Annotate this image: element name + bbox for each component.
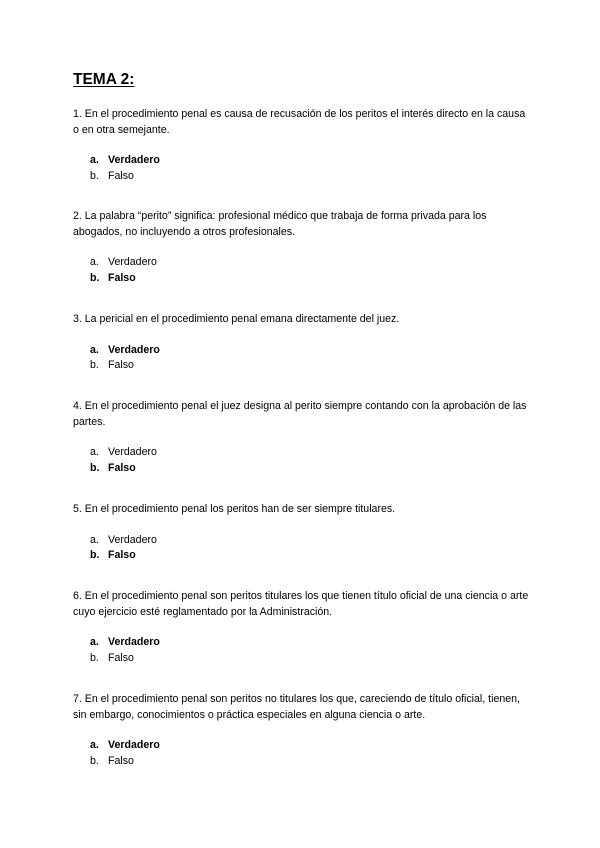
option-label: Falso <box>108 754 134 767</box>
option-label: Falso <box>108 651 134 664</box>
option-label: Verdadero <box>108 343 160 356</box>
option-b <box>73 461 533 477</box>
option-letter: b. <box>90 754 99 767</box>
option-label: Verdadero <box>108 636 160 648</box>
question-7 <box>73 692 533 769</box>
question-text: 2. La palabra “perito” significa: profesional médico que trabaja de forma privada para los abogados, no incluyendo a otros profesionales. <box>73 210 487 238</box>
option-letter: a. <box>90 636 99 648</box>
option-letter: b. <box>90 549 100 561</box>
option-a <box>73 533 533 549</box>
option-label: Verdadero <box>108 533 157 546</box>
option-label: Falso <box>108 271 136 284</box>
question-1 <box>73 107 533 184</box>
option-label: Falso <box>108 359 134 371</box>
question-4 <box>73 399 533 476</box>
answer-options <box>73 445 533 476</box>
option-label: Verdadero <box>108 446 157 458</box>
answer-options <box>73 255 533 286</box>
question-5 <box>73 502 533 564</box>
option-letter: b. <box>90 461 100 474</box>
option-letter: a. <box>90 343 99 356</box>
option-letter: a. <box>90 739 99 751</box>
option-letter: b. <box>90 651 99 664</box>
option-a <box>73 255 533 271</box>
option-letter: a. <box>90 256 99 268</box>
option-b <box>73 651 533 667</box>
question-6 <box>73 589 533 666</box>
option-letter: b. <box>90 271 100 284</box>
option-letter: a. <box>90 154 99 166</box>
question-text: 1. En el procedimiento penal es causa de recusación de los peritos el interés directo en la causa o en otra semejante. <box>73 108 526 136</box>
option-a <box>73 738 533 754</box>
option-label: Verdadero <box>108 154 160 166</box>
option-label: Falso <box>108 169 134 182</box>
option-letter: a. <box>90 533 99 546</box>
option-label: Falso <box>108 549 136 561</box>
option-b <box>73 548 533 564</box>
page-title: TEMA 2: <box>73 71 135 88</box>
answer-options <box>73 533 533 564</box>
option-label: Falso <box>108 461 136 474</box>
option-label: Verdadero <box>108 739 160 751</box>
option-letter: b. <box>90 359 99 371</box>
option-letter: b. <box>90 169 99 182</box>
question-2 <box>73 209 533 286</box>
question-text: 5. En el procedimiento penal los peritos han de ser siempre titulares. <box>73 503 396 515</box>
answer-options <box>73 738 533 769</box>
option-b <box>73 358 533 374</box>
option-a <box>73 343 533 359</box>
question-text: 7. En el procedimiento penal son peritos no titulares los que, careciendo de título oficial, tienen, sin embargo, conocimientos o práctica especiales en alguna ciencia o arte. <box>73 693 520 721</box>
question-text: 4. En el procedimiento penal el juez designa al perito siempre contando con la aprobación de las partes. <box>73 400 527 428</box>
option-b <box>73 754 533 770</box>
question-text: 3. La pericial en el procedimiento penal emana directamente del juez. <box>73 313 400 325</box>
option-a <box>73 445 533 461</box>
answer-options <box>73 635 533 666</box>
option-label: Verdadero <box>108 256 157 268</box>
option-a <box>73 635 533 651</box>
option-b <box>73 169 533 185</box>
answer-options <box>73 343 533 374</box>
answer-options <box>73 153 533 184</box>
option-b <box>73 271 533 287</box>
question-3 <box>73 312 533 374</box>
question-text: 6. En el procedimiento penal son peritos titulares los que tienen título oficial de una ciencia o arte cuyo ejercicio esté reglamentado por la Administración. <box>73 590 529 618</box>
option-a <box>73 153 533 169</box>
option-letter: a. <box>90 446 99 458</box>
